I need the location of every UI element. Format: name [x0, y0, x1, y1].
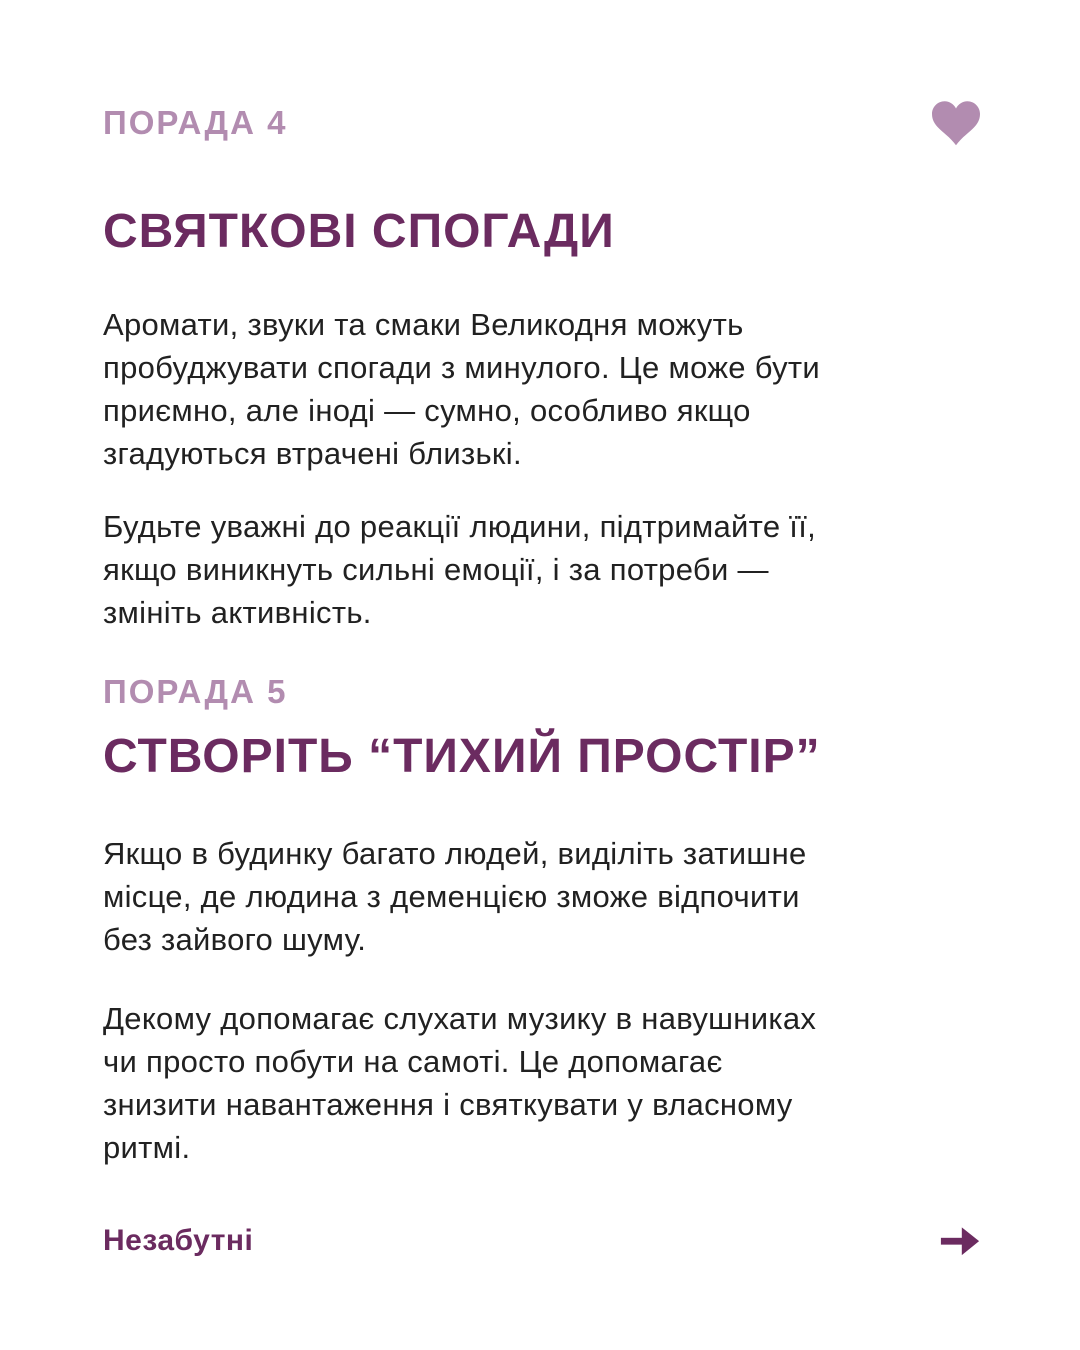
paragraph: Декому допомагає слухати музику в навушниках чи просто побути на самоті. Це допомагає знизити навантаження і святкувати у власному ритмі. [103, 1001, 817, 1165]
footer-row [103, 1219, 980, 1263]
brand-name: Незабутні [103, 1224, 254, 1257]
arrow-right-icon[interactable] [940, 1225, 980, 1257]
tip-label-5: ПОРАДА 5 [103, 673, 288, 710]
paragraph: Якщо в будинку багато людей, виділіть затишне місце, де людина з деменцією зможе відпочити без зайвого шуму. [103, 836, 807, 957]
section-title-holiday-memories: СВЯТКОВІ СПОГАДИ [103, 205, 615, 258]
paragraph: Будьте уважні до реакції людини, підтримайте її, якщо виникнуть сильні емоції, і за потреби — змініть активність. [103, 509, 817, 630]
heart-icon [932, 101, 980, 146]
header-row [103, 99, 980, 147]
tip-label-4: ПОРАДА 4 [103, 104, 288, 141]
section-title-quiet-space: СТВОРІТЬ “ТИХИЙ ПРОСТІР” [103, 730, 821, 783]
paragraph: Аромати, звуки та смаки Великодня можуть пробуджувати спогади з минулого. Це може бути приємно, але іноді — сумно, особливо якщо згадуються втрачені близькі. [103, 307, 821, 471]
